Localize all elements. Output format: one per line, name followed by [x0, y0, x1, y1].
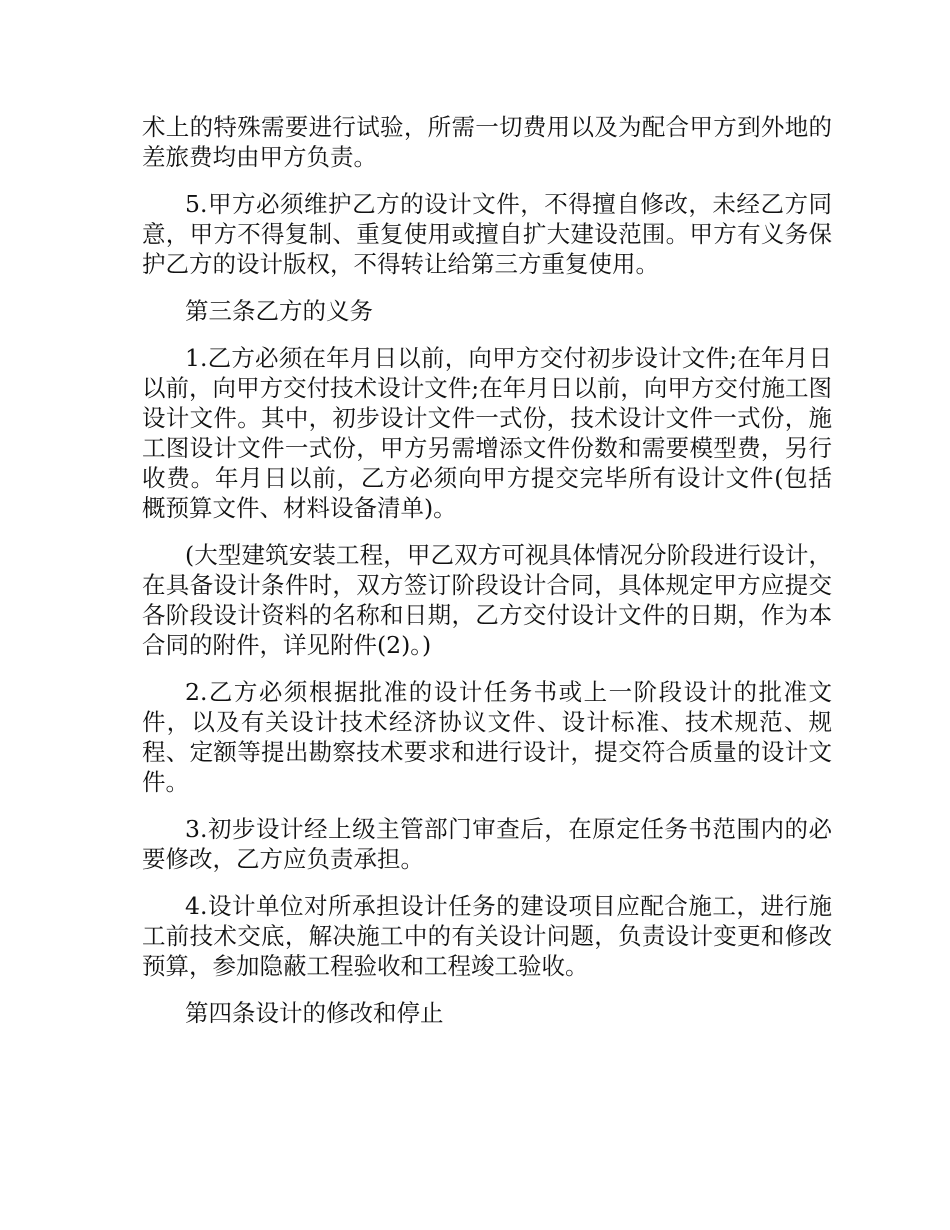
paragraph-continuation: 术上的特殊需要进行试验，所需一切费用以及为配合甲方到外地的差旅费均由甲方负责。	[142, 113, 832, 171]
paragraph-obligation-3: 3.初步设计经上级主管部门审查后，在原定任务书范围内的必要修改，乙方应负责承担。	[142, 815, 832, 873]
document-body	[142, 112, 832, 1045]
paragraph-note-staged-design: (大型建筑安装工程，甲乙双方可视具体情况分阶段进行设计，在具备设计条件时，双方签订阶段设计合同，具体规定甲方应提交各阶段设计资料的名称和日期，乙方交付设计文件的日期，作为本合同的附件，详见附件(2)。)	[142, 541, 832, 659]
paragraph-clause-5: 5.甲方必须维护乙方的设计文件，不得擅自修改，未经乙方同意，甲方不得复制、重复使用或擅自扩大建设范围。甲方有义务保护乙方的设计版权，不得转让给第三方重复使用。	[142, 190, 832, 278]
paragraph-obligation-1: 1.乙方必须在年月日以前，向甲方交付初步设计文件;在年月日以前，向甲方交付技术设计文件;在年月日以前，向甲方交付施工图设计文件。其中，初步设计文件一式份，技术设计文件一式份，施工图设计文件一式份，甲方另需增添文件份数和需要模型费，另行收费。年月日以前，乙方必须向甲方提交完毕所有设计文件(包括概预算文件、材料设备清单)。	[142, 344, 832, 522]
section-heading-article-3: 第三条乙方的义务	[185, 297, 373, 325]
paragraph-obligation-4: 4.设计单位对所承担设计任务的建设项目应配合施工，进行施工前技术交底，解决施工中的有关设计问题，负责设计变更和修改预算，参加隐蔽工程验收和工程竣工验收。	[142, 892, 832, 980]
section-heading-article-4: 第四条设计的修改和停止	[185, 999, 444, 1027]
paragraph-obligation-2: 2.乙方必须根据批准的设计任务书或上一阶段设计的批准文件，以及有关设计技术经济协议文件、设计标准、技术规范、规程、定额等提出勘察技术要求和进行设计，提交符合质量的设计文件。	[142, 678, 832, 796]
